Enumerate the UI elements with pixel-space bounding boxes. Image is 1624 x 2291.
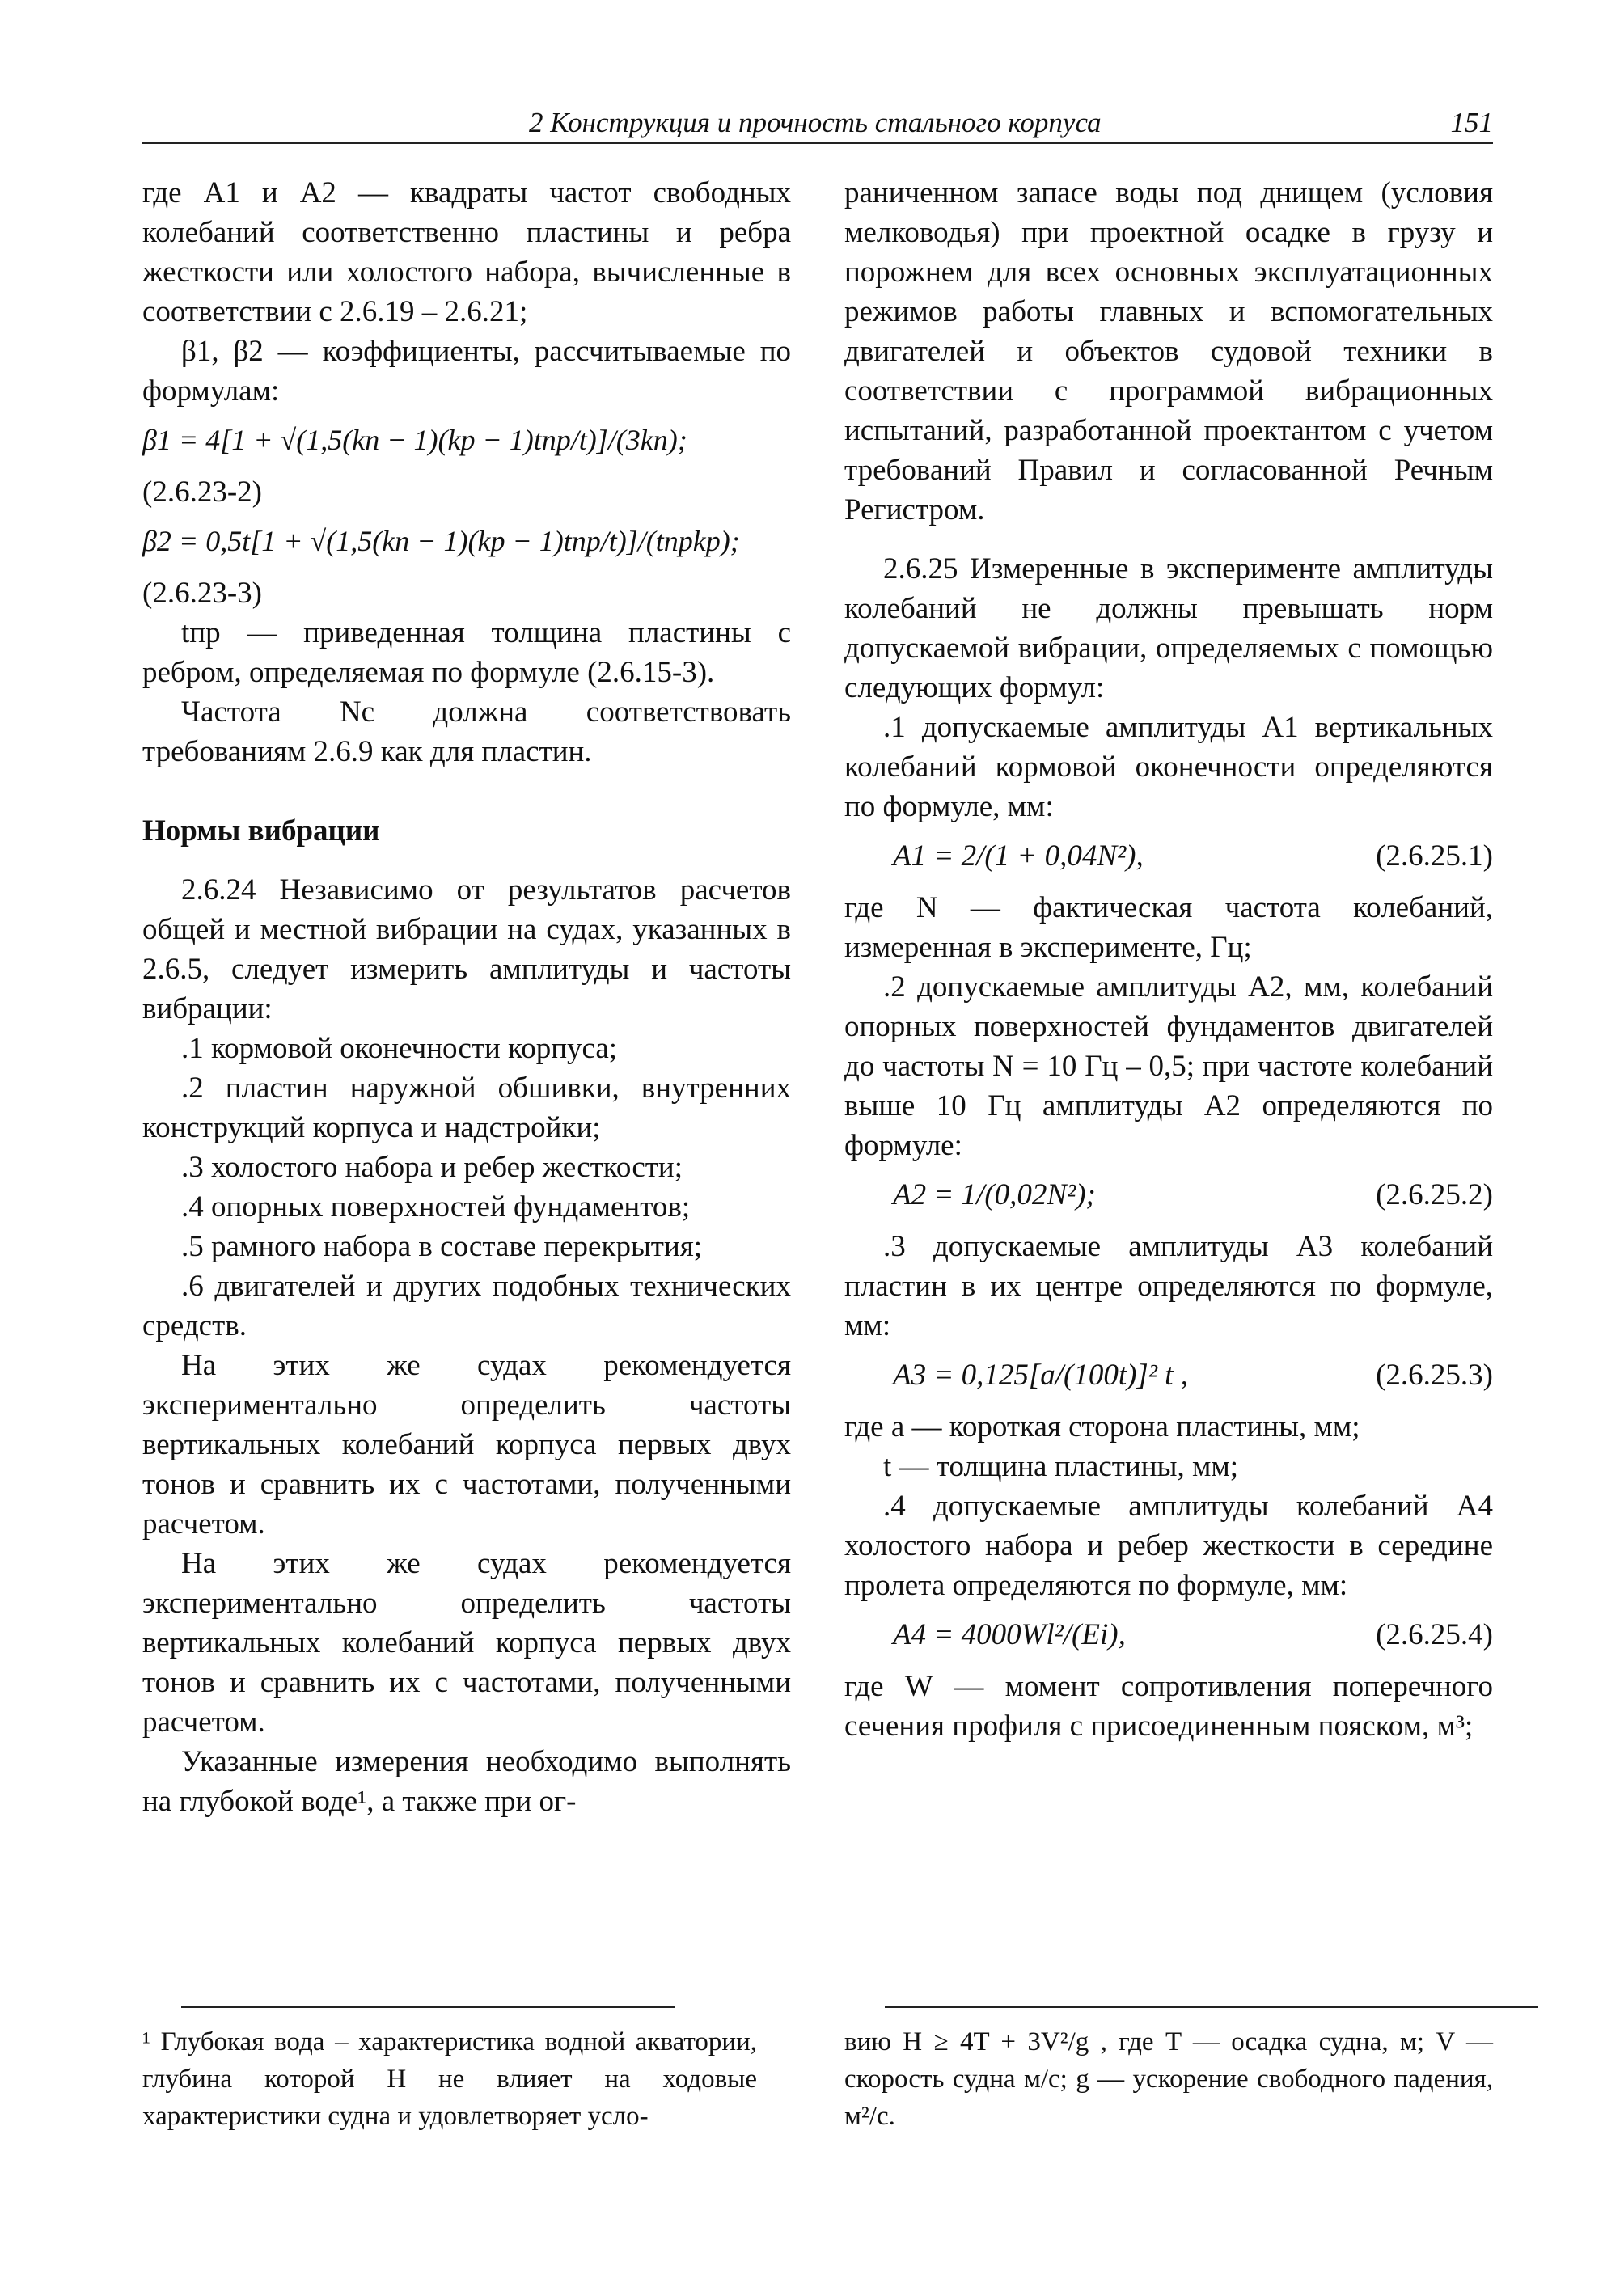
paragraph: β1, β2 — коэффициенты, рассчитываемые по формулам: xyxy=(142,335,791,408)
paragraph: раниченном запасе воды под днищем (условия мелководья) при проектной осадке в грузу и порожнем для всех основных эксплуатационных режимов работы главных и вспомогательных двигателей и объектов судовой техники в соответствии с программой вибрационных испытаний, разработанной проектантом с учетом требований Правил и согласованной Речным Регистром. xyxy=(844,176,1493,526)
list-item: .1 кормовой оконечности корпуса; xyxy=(181,1032,618,1065)
formula xyxy=(844,1352,1493,1401)
list-item: .2 пластин наружной обшивки, внутренних конструкций корпуса и надстройки; xyxy=(142,1072,791,1144)
footnote-text: вию H ≥ 4T + 3V²/g , где T — осадка судна, м; V — скорость судна м/с; g — ускорение свободного падения, м²/с. xyxy=(844,2027,1493,2131)
formula-expression: A2 = 1/(0,02N²); xyxy=(893,1178,1096,1211)
paragraph: .4 допускаемые амплитуды колебаний A4 холостого набора и ребер жесткости в середине пролета определяются по формуле, мм: xyxy=(844,1490,1493,1602)
paragraph: где N — фактическая частота колебаний, измеренная в эксперименте, Гц; xyxy=(844,891,1493,964)
list-item: .4 опорных поверхностей фундаментов; xyxy=(181,1190,691,1224)
formula xyxy=(142,518,791,567)
right-column xyxy=(844,173,1493,1746)
equation-number: (2.6.25.4) xyxy=(1376,1618,1493,1651)
paragraph: tпр — приведенная толщина пластины с ребром, определяемая по формуле (2.6.15-3). xyxy=(142,616,791,689)
paragraph: На этих же судах рекомендуется экспериментально определить частоты вертикальных колебаний корпуса первых двух тонов и сравнить их с частотами, полученными расчетом. xyxy=(142,1349,791,1541)
list-item: .3 холостого набора и ребер жесткости; xyxy=(181,1151,683,1184)
formula-expression: A3 = 0,125[a/(100t)]² t , xyxy=(893,1359,1188,1392)
formula xyxy=(142,417,791,466)
paragraph: где A1 и A2 — квадраты частот свободных колебаний соответственно пластины и ребра жесткости или холостого набора, вычисленные в соответствии с 2.6.19 – 2.6.21; xyxy=(142,176,791,328)
equation-number: (2.6.25.1) xyxy=(1376,839,1493,873)
footnote xyxy=(142,2023,757,2135)
list-item: .6 двигателей и других подобных технических средств. xyxy=(142,1270,791,1342)
formula-expression: A4 = 4000Wl²/(Ei), xyxy=(893,1618,1126,1651)
paragraph: 2.6.25 Измеренные в эксперименте амплитуды колебаний не должны превышать норм допускаемой вибрации, определяемых с помощью следующих формул: xyxy=(844,552,1493,704)
footnote-continuation xyxy=(844,2023,1493,2135)
footnote-rule xyxy=(181,2006,675,2008)
page-number: 151 xyxy=(1450,107,1493,138)
formula-expression: β2 = 0,5t[1 + √(1,5(kп − 1)(kр − 1)tпр/t)]/(tпрkр); xyxy=(142,525,740,557)
formula-expression: β1 = 4[1 + √(1,5(kп − 1)(kр − 1)tпр/t)]/(3kп); xyxy=(142,424,687,456)
paragraph: t — толщина пластины, мм; xyxy=(883,1450,1239,1483)
footnote-rule xyxy=(885,2006,1538,2008)
left-column xyxy=(142,173,791,1821)
paragraph: 2.6.24 Независимо от результатов расчетов общей и местной вибрации на судах, указанных в 2.6.5, следует измерить амплитуды и частоты вибрации: xyxy=(142,873,791,1025)
section-heading: Нормы вибрации xyxy=(142,814,380,848)
paragraph: На этих же судах рекомендуется экспериментально определить частоты вертикальных колебаний корпуса первых двух тонов и сравнить их с частотами, полученными расчетом. xyxy=(142,1547,791,1739)
formula xyxy=(844,1172,1493,1220)
equation-number: (2.6.25.3) xyxy=(1376,1359,1493,1392)
footnote-text: ¹ Глубокая вода – характеристика водной акватории, глубина которой H не влияет на ходовые характеристики судна и удовлетворяет усло- xyxy=(142,2027,757,2131)
equation-number: (2.6.25.2) xyxy=(1376,1178,1493,1211)
formula-expression: A1 = 2/(1 + 0,04N²), xyxy=(893,839,1144,873)
equation-number: (2.6.23-3) xyxy=(142,577,262,610)
paragraph: где W — момент сопротивления поперечного сечения профиля с присоединенным пояском, м³; xyxy=(844,1670,1493,1743)
equation-number: (2.6.23-2) xyxy=(142,476,262,509)
header-title: 2 Конструкция и прочность стального корпуса xyxy=(529,107,1102,138)
list-item: .5 рамного набора в составе перекрытия; xyxy=(181,1230,703,1263)
paragraph: .3 допускаемые амплитуды A3 колебаний пластин в их центре определяются по формуле, мм: xyxy=(844,1230,1493,1342)
paragraph: Указанные измерения необходимо выполнять на глубокой воде¹, а также при ог- xyxy=(142,1745,791,1818)
paragraph: Частота Nс должна соответствовать требованиям 2.6.9 как для пластин. xyxy=(142,695,791,768)
paragraph: где a — короткая сторона пластины, мм; xyxy=(844,1410,1360,1443)
running-header xyxy=(142,107,1493,144)
formula xyxy=(844,1612,1493,1660)
formula xyxy=(844,833,1493,881)
paragraph: .1 допускаемые амплитуды A1 вертикальных колебаний кормовой оконечности определяются по формуле, мм: xyxy=(844,711,1493,823)
paragraph: .2 допускаемые амплитуды A2, мм, колебаний опорных поверхностей фундаментов двигателей до частоты N = 10 Гц – 0,5; при частоте колебаний выше 10 Гц амплитуды A2 определяются по формуле: xyxy=(844,970,1493,1162)
